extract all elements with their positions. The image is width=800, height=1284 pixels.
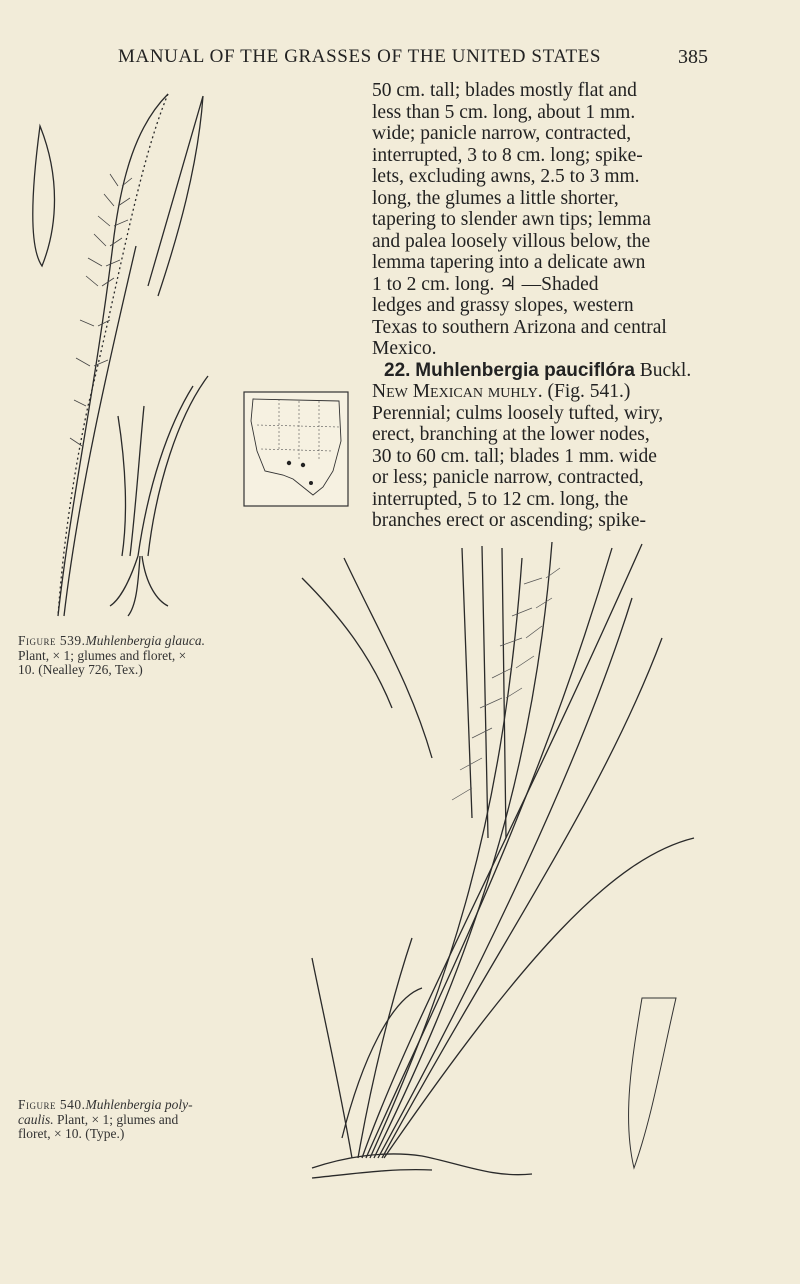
text-line: interrupted, 5 to 12 cm. long, the [372, 488, 629, 510]
figure-539-caption [18, 634, 250, 678]
text-line: interrupted, 3 to 8 cm. long; spike- [372, 144, 643, 166]
text-line: lets, excluding awns, 2.5 to 3 mm. [372, 166, 640, 187]
caption-line [18, 1113, 250, 1128]
figure-label: Figure 540. [18, 1097, 86, 1112]
figure-reference: (Fig. 541.) [547, 381, 631, 402]
text-line: Mexico. [372, 338, 437, 359]
figure-539-illustration [18, 86, 230, 622]
text-line: tapering to slender awn tips; lemma [372, 209, 651, 230]
caption-line: floret, × 10. (Type.) [18, 1126, 125, 1141]
text-line: branches erect or ascending; spike- [372, 510, 646, 531]
text-line: and palea loosely villous below, the [372, 230, 651, 252]
species-heading [372, 360, 712, 382]
common-name-line [372, 381, 712, 403]
text-line: 1 to 2 cm. long. ♃ —Shaded [372, 273, 599, 295]
figure-label: Figure 539. [18, 633, 86, 648]
figure-540-illustration [282, 538, 708, 1198]
text-line: ledges and grassy slopes, western [372, 295, 634, 316]
common-name: New Mexican muhly. [372, 381, 543, 402]
species-number: 22. [384, 359, 411, 381]
text-line: or less; panicle narrow, contracted, [372, 467, 644, 488]
figure-540-caption [18, 1098, 250, 1142]
species-italic: Muhlenbergia glauca. [85, 633, 205, 648]
text-line: less than 5 cm. long, about 1 mm. [372, 101, 636, 123]
text-line: Perennial; culms loosely tufted, wiry, [372, 402, 664, 424]
caption-line: Plant, × 1; glumes and floret, × [18, 647, 187, 663]
body-text [372, 80, 712, 532]
text-line: 50 cm. tall; blades mostly flat and [372, 80, 637, 101]
species-italic: Muhlenbergia poly- [85, 1097, 193, 1112]
species-name: Muhlenbergia pauciflóra [415, 359, 635, 381]
caption-text: Plant, × 1; glumes and [57, 1111, 179, 1127]
caption-line: 10. (Nealley 726, Tex.) [18, 662, 143, 677]
text-line: long, the glumes a little shorter, [372, 187, 619, 209]
species-italic: caulis. [18, 1111, 54, 1127]
text-line: Texas to southern Arizona and central [372, 316, 667, 338]
caption-line [18, 1098, 250, 1113]
text-line: lemma tapering into a delicate awn [372, 252, 646, 273]
page-number: 385 [678, 46, 708, 68]
text-line: 30 to 60 cm. tall; blades 1 mm. wide [372, 445, 657, 467]
text-line: wide; panicle narrow, contracted, [372, 123, 632, 144]
running-head: MANUAL OF THE GRASSES OF THE UNITED STATES [118, 46, 602, 67]
caption-line [18, 634, 250, 649]
species-author: Buckl. [639, 359, 692, 381]
distribution-map [243, 391, 349, 507]
text-line: erect, branching at the lower nodes, [372, 424, 650, 445]
